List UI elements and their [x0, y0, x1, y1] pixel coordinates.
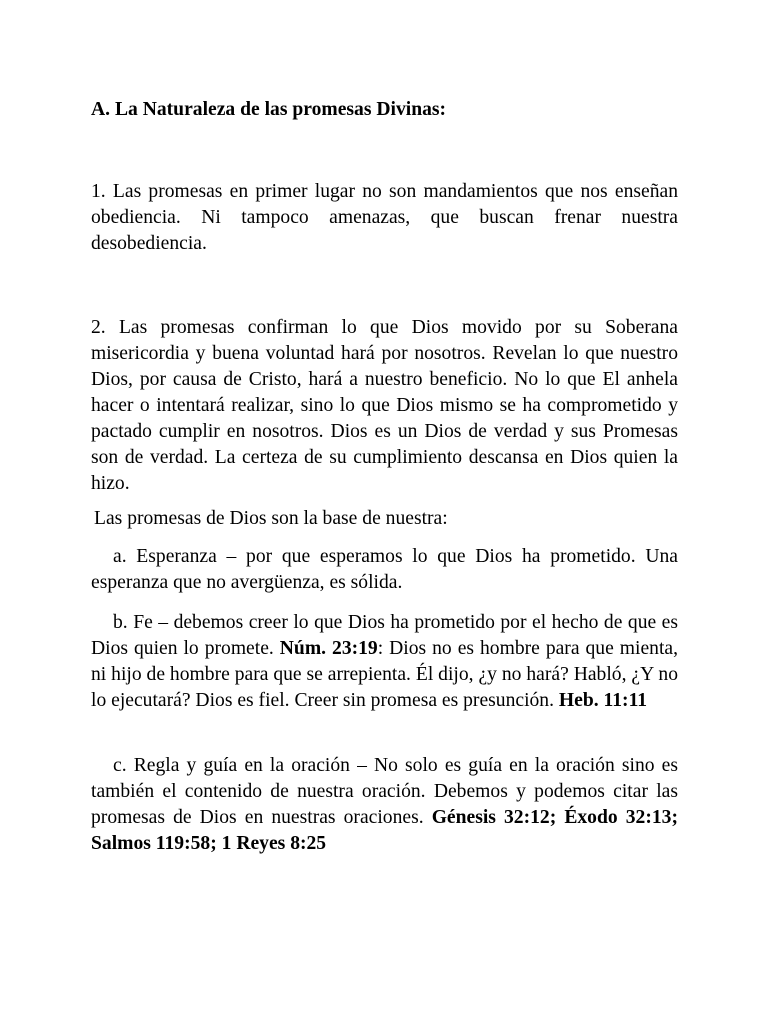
list-item-a: a. Esperanza – por que esperamos lo que Dios ha prometido. Una esperanza que no avergüenza, es sólida.: [91, 546, 678, 593]
item-b-text-1: b. Fe – debemos creer lo que Dios ha prometido por el hecho de que es Dios quien lo promete.: [91, 612, 678, 659]
item-c-text-1: c. Regla y guía en la oración – No solo es guía en la oración sino es también el contenido de nuestra oración. Debemos y podemos citar las promesas de Dios en nuestras oraciones.: [91, 755, 678, 828]
paragraph-intro: Las promesas de Dios son la base de nuestra:: [94, 508, 448, 529]
list-item-c: [91, 753, 678, 857]
item-b-text-2: : Dios no es hombre para que mienta, ni hijo de hombre para que se arrepienta. Él dijo, ¿y no hará? Habló, ¿Y no lo ejecutará? Dios es fiel. Creer sin promesa es presunción.: [91, 638, 678, 711]
paragraph-point-1: 1. Las promesas en primer lugar no son mandamientos que nos enseñan obediencia. Ni tampoco amenazas, que buscan frenar nuestra desobediencia.: [91, 181, 678, 254]
item-b-reference-2: Heb. 11:11: [558, 690, 648, 711]
paragraph-point-2: 2. Las promesas confirman lo que Dios movido por su Soberana misericordia y buena voluntad hará por nosotros. Revelan lo que nuestro Dios, por causa de Cristo, hará a nuestro beneficio. No lo que El anhela hacer o intentará realizar, sino lo que Dios mismo se ha comprometido y pactado cumplir en nosotros. Dios es un Dios de verdad y sus Promesas son de verdad. La certeza de su cumplimiento descansa en Dios quien la hizo.: [91, 317, 678, 494]
list-item-b: [91, 610, 678, 714]
section-title: A. La Naturaleza de las promesas Divinas:: [91, 99, 447, 120]
item-b-reference-1: Núm. 23:19: [279, 638, 378, 659]
item-c-references: Génesis 32:12; Éxodo 32:13; Salmos 119:58; 1 Reyes 8:25: [91, 807, 678, 854]
